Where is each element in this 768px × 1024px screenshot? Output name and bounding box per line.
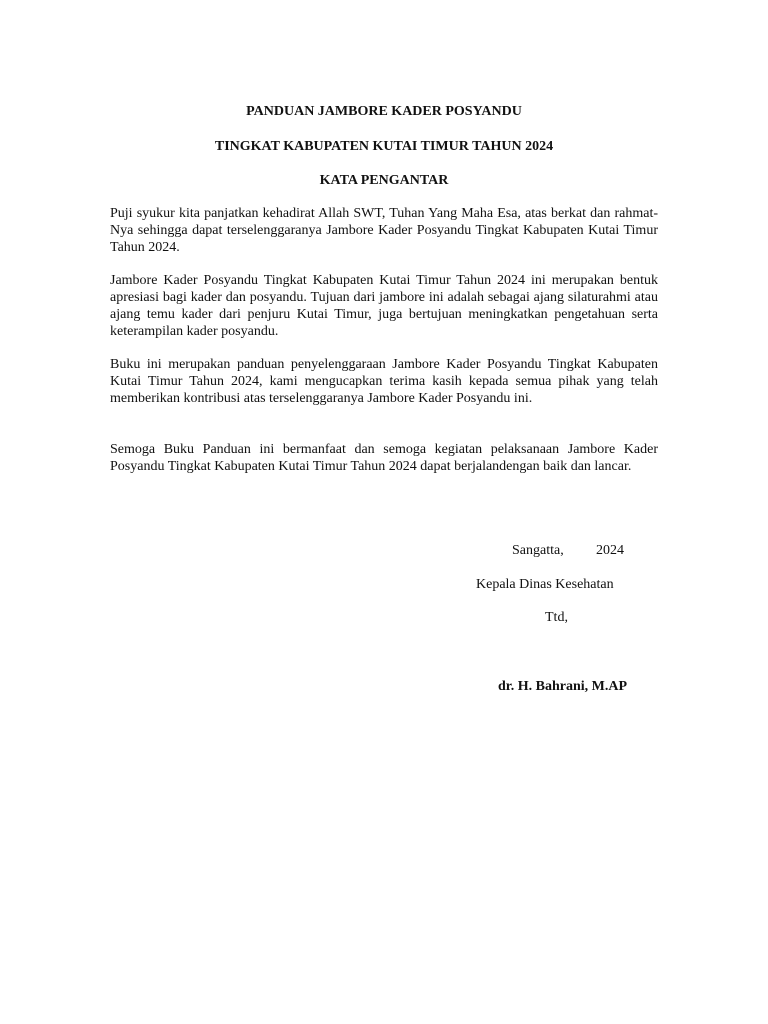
signature-year: 2024 bbox=[596, 543, 624, 558]
paragraph: Jambore Kader Posyandu Tingkat Kabupaten Kutai Timur Tahun 2024 ini merupakan bentuk apresiasi bagi kader dan posyandu. Tujuan dari jambore ini adalah sebagai ajang silaturahmi atau ajang temu kader dari penjuru Kutai Timur, juga bertujuan meningkatkan pengetahuan serta keterampilan kader posyandu. bbox=[110, 273, 658, 339]
document-title: PANDUAN JAMBORE KADER POSYANDU bbox=[246, 104, 522, 119]
paragraph: Buku ini merupakan panduan penyelenggaraan Jambore Kader Posyandu Tingkat Kabupaten Kutai Timur Tahun 2024, kami mengucapkan terima kasih kepada semua pihak yang telah memberikan kontribusi atas terselenggaranya Jambore Kader Posyandu ini. bbox=[110, 357, 658, 406]
signature-position: Kepala Dinas Kesehatan bbox=[476, 577, 614, 592]
signatory-name: dr. H. Bahrani, M.AP bbox=[498, 679, 627, 694]
paragraph: Puji syukur kita panjatkan kehadirat Allah SWT, Tuhan Yang Maha Esa, atas berkat dan rahmat-Nya sehingga dapat terselenggaranya Jambore Kader Posyandu Tingkat Kabupaten Kutai Timur Tahun 2024. bbox=[110, 206, 658, 255]
section-title: KATA PENGANTAR bbox=[319, 173, 449, 188]
paragraph: Semoga Buku Panduan ini bermanfaat dan semoga kegiatan pelaksanaan Jambore Kader Posyandu Tingkat Kabupaten Kutai Timur Tahun 2024 dapat berjalandengan baik dan lancar. bbox=[110, 442, 658, 474]
document-subtitle: TINGKAT KABUPATEN KUTAI TIMUR TAHUN 2024 bbox=[214, 139, 554, 154]
signature-place: Sangatta, bbox=[512, 543, 564, 558]
signature-ttd: Ttd, bbox=[545, 610, 568, 625]
